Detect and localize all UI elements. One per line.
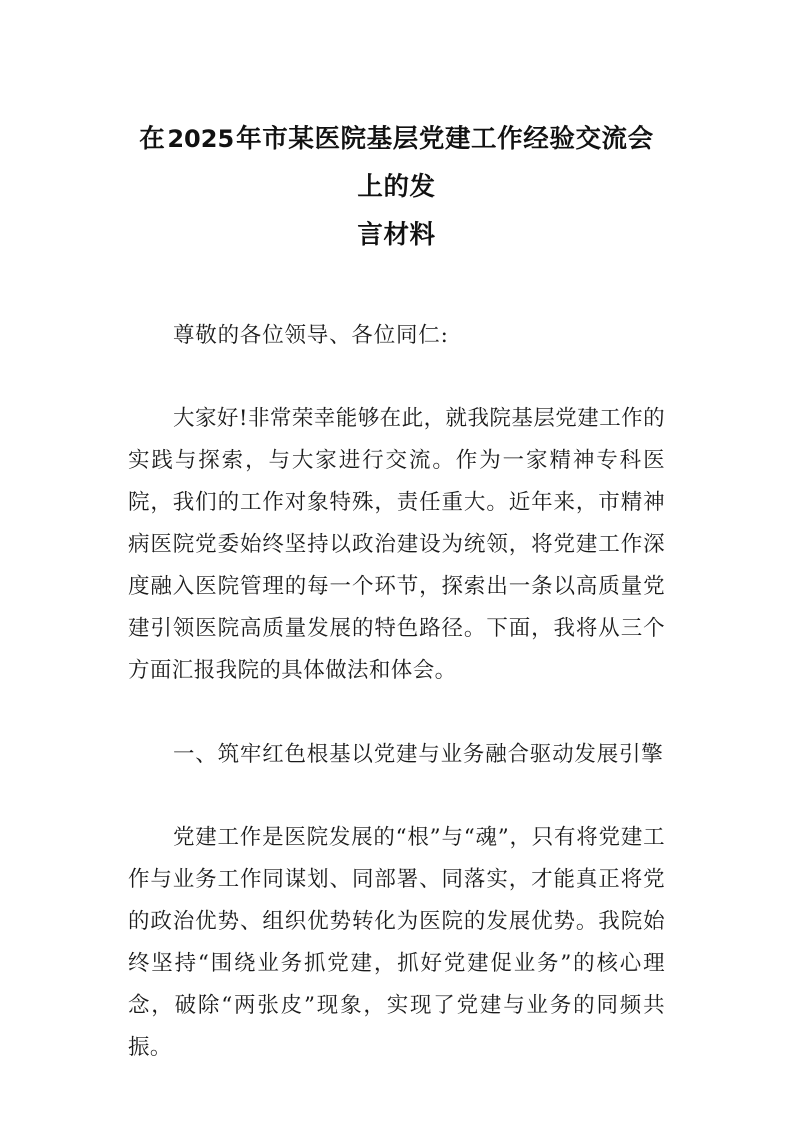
document-title <box>128 0 665 259</box>
section-heading-1: 一、筑牢红色根基以党建与业务融合驱动发展引擎 <box>173 742 664 767</box>
title-line-2: 言材料 <box>357 220 436 250</box>
title-year: 2025 <box>167 125 235 153</box>
intro-paragraph: 大家好!非常荣幸能够在此，就我院基层党建工作的实践与探索，与大家进行交流。作为一家精神专科医院，我们的工作对象特殊，责任重大。近年来，市精神病医院党委始终坚持以政治建设为统领，将党建工作深度融入医院管理的每一个环节，探索出一条以高质量党建引领医院高质量发展的特色路径。下面，我将从三个方面汇报我院的具体做法和体会。 <box>128 406 665 683</box>
section-paragraph-1: 党建工作是医院发展的“根”与“魂”，只有将党建工作与业务工作同谋划、同部署、同落实，才能真正将党的政治优势、组织优势转化为医院的发展优势。我院始终坚持“围绕业务抓党建，抓好党建促业务”的核心理念，破除“两张皮”现象，实现了党建与业务的同频共振。 <box>128 825 665 1060</box>
title-prefix: 在 <box>139 124 166 154</box>
title-suffix: 年市某医院基层党建工作经验交流会上的发 <box>236 124 654 202</box>
salutation: 尊敬的各位领导、各位同仁: <box>173 323 449 348</box>
document-body <box>128 0 665 1069</box>
